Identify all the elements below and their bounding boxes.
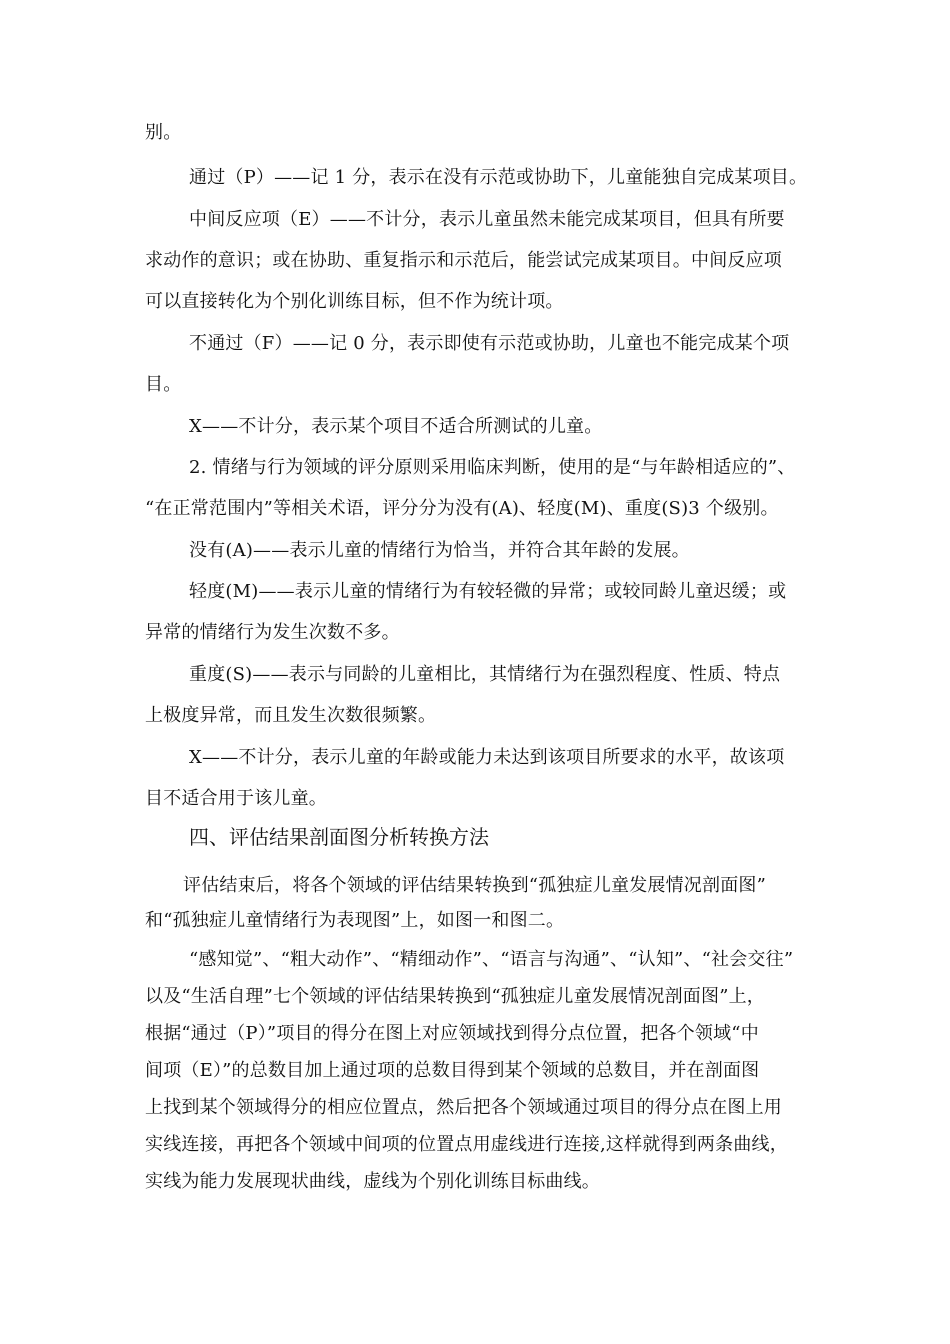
text-line: 2. 情绪与行为领域的评分原则采用临床判断，使用的是“与年龄相适应的”、 <box>189 457 796 478</box>
text-line: 评估结束后，将各个领域的评估结果转换到“孤独症儿童发展情况剖面图” <box>183 875 767 896</box>
text-line: X——不计分，表示儿童的年龄或能力未达到该项目所要求的水平，故该项 <box>189 747 785 768</box>
text-line: 实线为能力发展现状曲线，虚线为个别化训练目标曲线。 <box>145 1171 600 1192</box>
section-heading: 四、评估结果剖面图分析转换方法 <box>189 825 489 849</box>
text-line: 通过（P）——记 1 分，表示在没有示范或协助下，儿童能独自完成某项目。 <box>189 167 808 188</box>
text-line: 重度(S)——表示与同龄的儿童相比，其情绪行为在强烈程度、性质、特点 <box>189 664 781 685</box>
text-line: 上极度异常，而且发生次数很频繁。 <box>145 705 437 726</box>
text-line: 和“孤独症儿童情绪行为表现图”上，如图一和图二。 <box>145 910 565 931</box>
text-line: 不通过（F）——记 0 分，表示即使有示范或协助，儿童也不能完成某个项 <box>189 333 790 354</box>
text-line: 求动作的意识；或在协助、重复指示和示范后，能尝试完成某项目。中间反应项 <box>145 250 782 271</box>
text-line: 以及“生活自理”七个领域的评估结果转换到“孤独症儿童发展情况剖面图”上， <box>145 986 766 1007</box>
text-line: 异常的情绪行为发生次数不多。 <box>145 622 400 643</box>
text-line: 轻度(M)——表示儿童的情绪行为有较轻微的异常；或较同龄儿童迟缓；或 <box>189 581 787 602</box>
text-line: 上找到某个领域得分的相应位置点，然后把各个领域通过项目的得分点在图上用 <box>145 1097 782 1118</box>
text-line: 实线连接，再把各个领域中间项的位置点用虚线进行连接,这样就得到两条曲线， <box>145 1134 788 1155</box>
text-line: 目。 <box>145 374 182 395</box>
text-line: 没有(A)——表示儿童的情绪行为恰当，并符合其年龄的发展。 <box>189 540 690 561</box>
text-line: “感知觉”、“粗大动作”、“精细动作”、“语言与沟通”、“认知”、“社会交往” <box>189 949 794 970</box>
text-line: “在正常范围内”等相关术语，评分分为没有(A)、轻度(M)、重度(S)3 个级别。 <box>145 498 779 519</box>
text-line: 间项（E）”的总数目加上通过项的总数目得到某个领域的总数目，并在剖面图 <box>145 1060 760 1081</box>
text-line: 可以直接转化为个别化训练目标，但不作为统计项。 <box>145 291 564 312</box>
text-line: 根据“通过（P）”项目的得分在图上对应领域找到得分点位置，把各个领域“中 <box>145 1023 759 1044</box>
text-line: 别。 <box>145 122 182 143</box>
text-line: X——不计分，表示某个项目不适合所测试的儿童。 <box>189 416 603 437</box>
text-line: 目不适合用于该儿童。 <box>145 788 327 809</box>
text-line: 中间反应项（E）——不计分，表示儿童虽然未能完成某项目，但具有所要 <box>189 209 785 230</box>
